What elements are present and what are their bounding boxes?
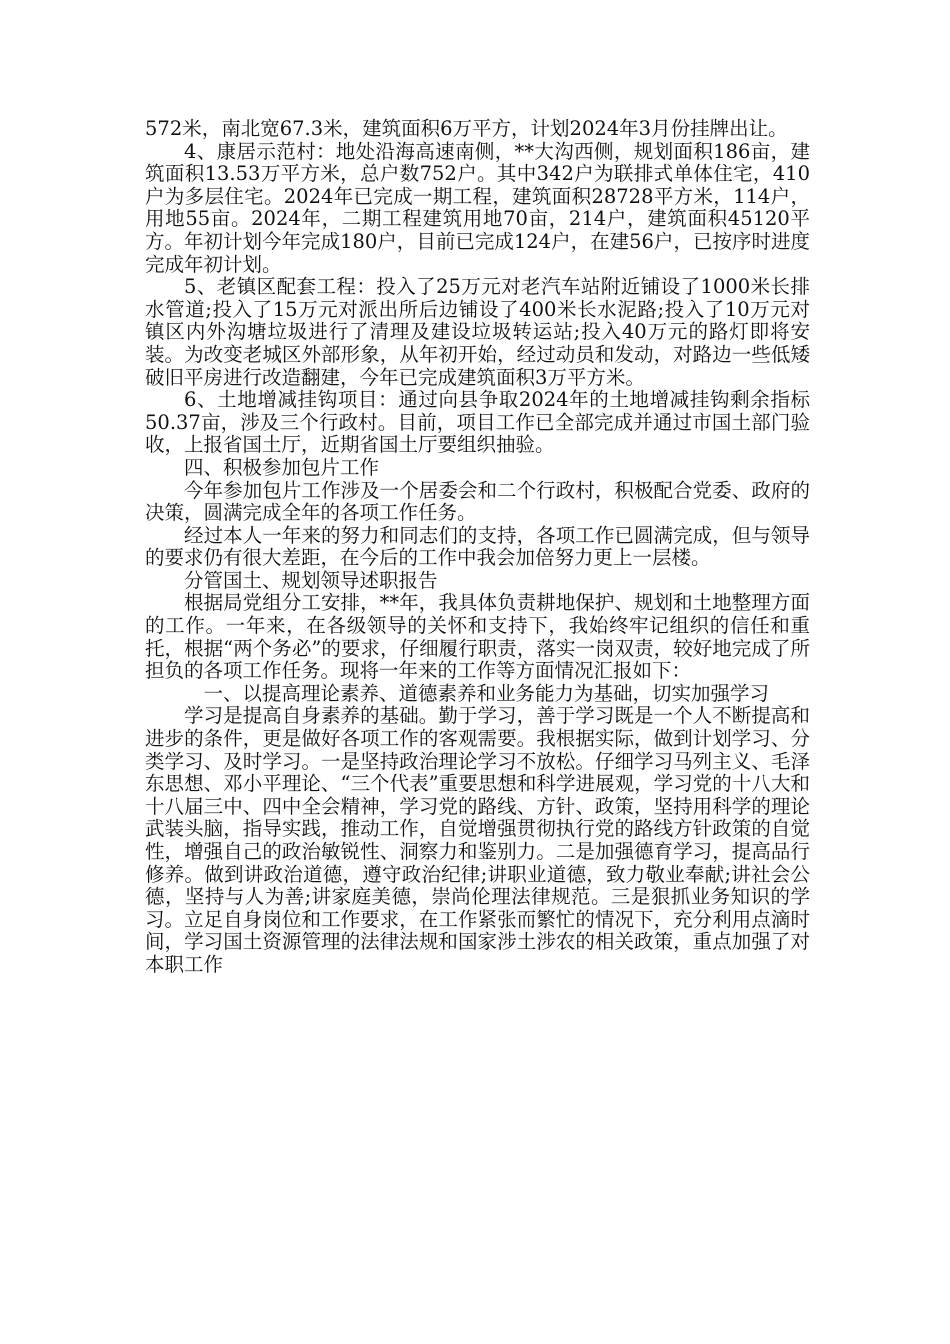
paragraph-7: 根据局党组分工安排，**年，我具体负责耕地保护、规划和土地整理方面的工作。一年来，在各级领导的关怀和支持下，我始终牢记组织的信任和重托，根据“两个务必”的要求，仔细履行职责，落实一岗双责，较好地完成了所担负的各项工作任务。现将一年来的工作等方面情况汇报如下： [145, 591, 810, 683]
paragraph-4: 6、土地增减挂钩项目：通过向县争取2024年的土地增减挂钩剩余指标50.37亩，涉及三个行政村。目前，项目工作已全部完成并通过市国土部门验收，上报省国土厅，近期省国土厅要组织抽验。 [145, 388, 810, 457]
report-title: 分管国土、规划领导述职报告 [184, 568, 438, 592]
section-heading-1: 一、以提高理论素养、道德素养和业务能力为基础，切实加强学习 [203, 681, 770, 705]
paragraph-2: 4、康居示范村：地处沿海高速南侧，**大沟西侧，规划面积186亩，建筑面积13.53万平方米，总户数752户。其中342户为联排式单体住宅，410户为多层住宅。2024年已完成一期工程，建筑面积28728平方米，114户，用地55亩。2024年，二期工程建筑用地70亩，214户，建筑面积45120平方。年初计划今年完成180户，目前已完成124户，在建56户，已按序时进度完成年初计划。 [145, 139, 810, 276]
document-page [145, 118, 810, 977]
paragraph-6: 经过本人一年来的努力和同志们的支持，各项工作已圆满完成，但与领导的要求仍有很大差距，在今后的工作中我会加倍努力更上一层楼。 [145, 523, 810, 570]
paragraph-1: 572米，南北宽67.3米，建筑面积6万平方，计划2024年3月份挂牌出让。 [145, 117, 788, 140]
paragraph-8: 学习是提高自身素养的基础。勤于学习，善于学习既是一个人不断提高和进步的条件，更是做好各项工作的客观需要。我根据实际，做到计划学习、分类学习、及时学习。一是坚持政治理论学习不放松。仔细学习马列主义、毛泽东思想、邓小平理论、“三个代表”重要思想和科学进展观，学习党的十八大和十八届三中、四中全会精神，学习党的路线、方针、政策，坚持用科学的理论武装头脑，指导实践，推动工作，自觉增强贯彻执行党的路线方针政策的自觉性，增强自己的政治敏锐性、洞察力和鉴别力。二是加强德育学习，提高品行修养。做到讲政治道德，遵守政治纪律;讲职业道德，致力敬业奉献;讲社会公德，坚持与人为善;讲家庭美德，崇尚伦理法律规范。三是狠抓业务知识的学习。立足自身岗位和工作要求，在工作紧张而繁忙的情况下，充分利用点滴时间，学习国土资源管理的法律法规和国家涉土涉农的相关政策，重点加强了对本职工作 [145, 704, 810, 976]
paragraph-3: 5、老镇区配套工程：投入了25万元对老汽车站附近铺设了1000米长排水管道;投入了15万元对派出所后边铺设了400米长水泥路;投入了10万元对镇区内外沟塘垃圾进行了清理及建设垃圾转运站;投入40万元的路灯即将安装。为改变老城区外部形象，从年初开始，经过动员和发动，对路边一些低矮破旧平房进行改造翻建，今年已完成建筑面积3万平方米。 [145, 275, 810, 389]
paragraph-5: 今年参加包片工作涉及一个居委会和二个行政村，积极配合党委、政府的决策，圆满完成全年的各项工作任务。 [145, 478, 810, 525]
section-heading-4: 四、积极参加包片工作 [184, 455, 380, 479]
